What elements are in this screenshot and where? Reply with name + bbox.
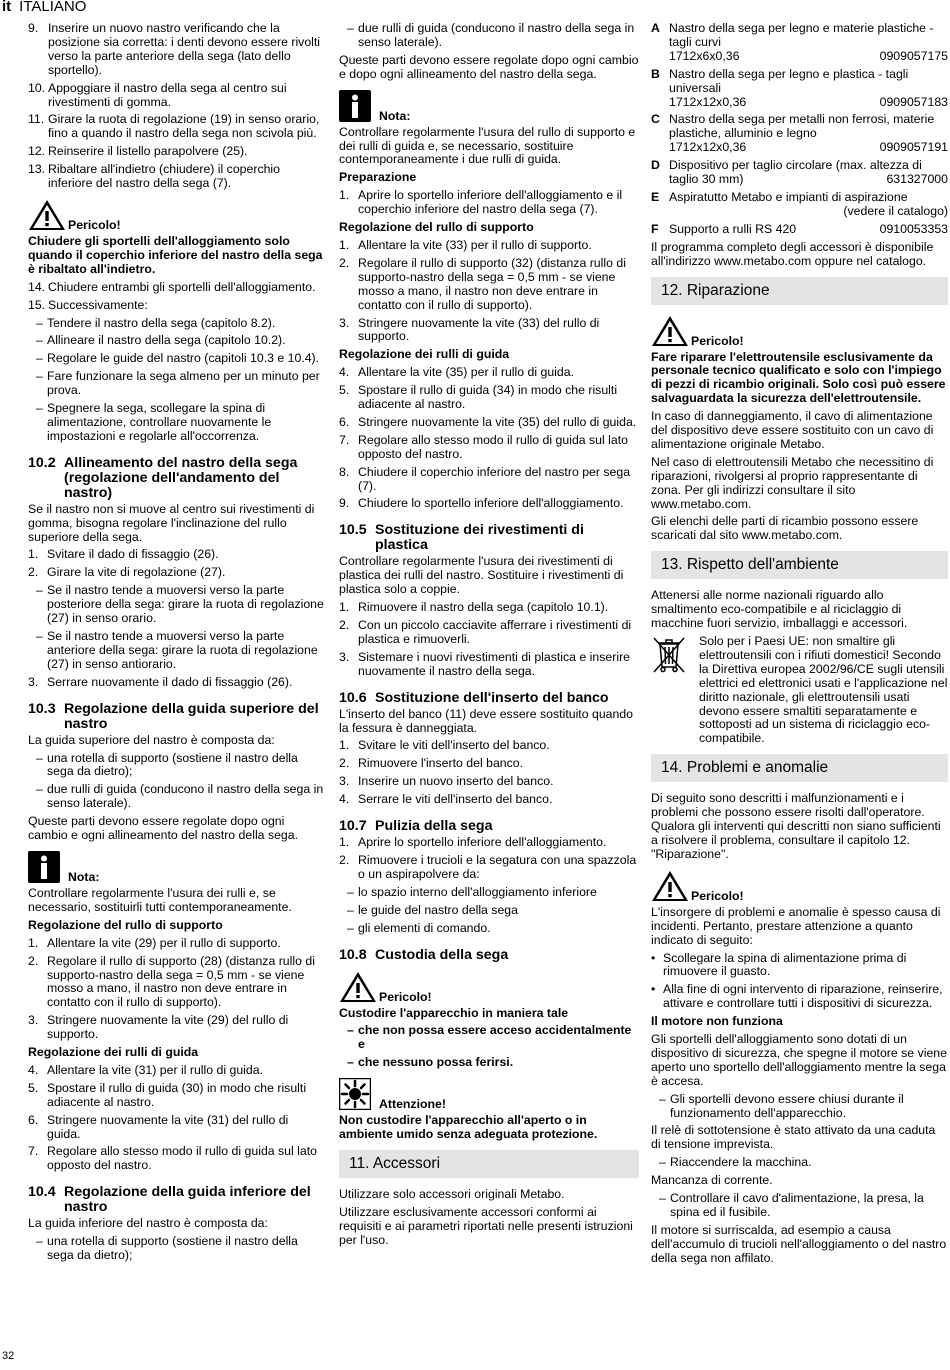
item-number: 6. xyxy=(339,414,350,429)
dash-item: – le guide del nastro della sega xyxy=(339,904,639,918)
accessory-code: 631327000 xyxy=(886,172,948,187)
numbered-list xyxy=(339,601,639,679)
numbered-list xyxy=(28,937,324,1042)
item-number: 5. xyxy=(339,383,350,398)
item-text: Serrare le viti dell'inserto del banco. xyxy=(358,792,553,807)
weee-text: Solo per i Paesi UE: non smaltire gli elettroutensili con i rifiuti domestici! Secondo la Direttiva europea 2002/96/CE sugli utensili elettrici ed elettronici usati e l'applicazione nel diritto nazionale, gli elettroutensili usati devono essere smaltiti separatamente e sottoposti ad un sistema di riciclaggio eco-compatibile. xyxy=(699,634,948,746)
paragraph: Queste parti devono essere regolate dopo ogni cambio e dopo ogni allineamento del nastro della sega. xyxy=(339,52,639,81)
dash-item: – Fare funzionare la sega almeno per un minuto per prova. xyxy=(28,370,324,398)
note-text: Controllare regolarmente l'usura dei rulli e, se necessario, sostituirli tutti contemporaneamente. xyxy=(28,885,292,914)
numbered-item xyxy=(339,189,639,217)
paragraph: Il relè di sottotensione è stato attivato da una caduta di tensione imprevista. xyxy=(651,1123,936,1152)
warning-triangle-icon xyxy=(28,199,66,231)
accessory-description: Nastro della sega per legno e plastica - tagli universali xyxy=(669,66,909,95)
numbered-item xyxy=(339,854,639,882)
item-text: Stringere nuovamente la vite (33) del rullo di supporto. xyxy=(358,315,600,344)
dash-item: – una rotella di supporto (sostiene il nastro della sega da dietro); xyxy=(28,1235,324,1263)
dash-item: – lo spazio interno dell'alloggiamento inferiore xyxy=(339,886,639,900)
accessory-size: 1712x6x0,36 xyxy=(669,48,740,63)
info-icon xyxy=(339,90,371,122)
item-number: 9. xyxy=(28,21,39,35)
dash-item: – gli elementi di comando. xyxy=(339,922,639,936)
dash-list xyxy=(28,1235,324,1263)
paragraph: Attenersi alle norme nazionali riguardo allo smaltimento eco-compatibile e al riciclaggio di macchine fuori servizio, imballaggi e accessori. xyxy=(651,588,908,631)
numbered-item xyxy=(339,651,639,679)
warning-triangle-icon xyxy=(651,870,689,902)
numbered-item xyxy=(339,757,639,771)
item-number: 2. xyxy=(339,756,350,771)
bullet-item: • Scollegare la spina di alimentazione prima di rimuovere il guasto. xyxy=(651,952,948,980)
item-text: Stringere nuovamente la vite (35) del rullo di guida. xyxy=(358,414,637,429)
item-text: Chiudere il coperchio inferiore del nastro per sega (7). xyxy=(358,464,631,493)
numbered-item xyxy=(339,317,639,345)
numbered-item xyxy=(339,384,639,412)
item-number: 3. xyxy=(28,674,39,689)
warning-text: Fare riparare l'elettroutensile esclusivamente da personale tecnico qualificato e solo con l'impiego di pezzi di ricambio originali. Solo così può essere salvaguardata la sicurezza dell'elettroutensile. xyxy=(651,349,946,406)
crossed-bin-icon xyxy=(651,635,687,673)
item-text: Regolare allo stesso modo il rullo di guida sul lato opposto del nastro. xyxy=(47,1144,317,1173)
accessory-code: 0909057191 xyxy=(879,140,948,155)
item-number: 7. xyxy=(28,1144,39,1159)
numbered-list xyxy=(28,281,324,313)
dash-item: – Riaccendere la macchina. xyxy=(651,1156,948,1170)
warning-notice xyxy=(651,870,948,904)
item-text: Serrare nuovamente il dado di fissaggio (26). xyxy=(47,674,293,689)
item-number: 1. xyxy=(339,738,350,753)
warning-triangle-icon xyxy=(651,315,689,347)
accessory-list xyxy=(651,22,948,237)
dash-item: – due rulli di guida (conducono il nastro della sega in senso laterale). xyxy=(339,22,639,50)
dash-item: – che non possa essere acceso accidentalmente e xyxy=(339,1024,639,1052)
paragraph: Se il nastro non si muove al centro sui rivestimenti di gomma, bisogna regolare l'inclinazione del rullo superiore della sega. xyxy=(28,501,315,544)
accessory-item xyxy=(651,191,948,219)
warning-label: Pericolo! xyxy=(691,888,744,903)
item-number: 3. xyxy=(28,1013,39,1028)
accessory-description: Dispositivo per taglio circolare (max. altezza di taglio 30 mm) xyxy=(669,158,922,187)
section-heading: 10.7 Pulizia della sega xyxy=(339,818,493,835)
paragraph: Nel caso di elettroutensili Metabo che necessitino di riparazioni, rivolgersi al proprio rappresentante di zona. Per gli indirizzi consultare il sito www.metabo.com. xyxy=(651,454,934,511)
warning-text: Custodire l'apparecchio in maniera tale xyxy=(339,1005,569,1020)
attention-text: Non custodire l'apparecchio all'aperto o in ambiente umido senza adeguata protezione. xyxy=(339,1113,598,1142)
section-box-ambiente: 13. Rispetto dell'ambiente xyxy=(651,551,948,579)
item-text: Con un piccolo cacciavite afferrare i rivestimenti di plastica e rimuoverli. xyxy=(358,618,632,646)
item-number: 1. xyxy=(28,935,39,950)
accessory-description: Aspiratutto Metabo e impianti di aspirazione xyxy=(669,189,908,204)
item-number: 2. xyxy=(339,618,350,632)
item-text: Aprire lo sportello inferiore dell'alloggiamento e il coperchio inferiore del nastro della sega (7). xyxy=(358,188,623,217)
numbered-item xyxy=(28,1064,324,1078)
item-text: Aprire lo sportello inferiore dell'alloggiamento. xyxy=(358,835,607,850)
item-number: 1. xyxy=(339,600,350,615)
numbered-item xyxy=(339,601,639,615)
accessory-description: Supporto a rulli RS 420 xyxy=(669,221,797,236)
numbered-item xyxy=(28,281,324,295)
item-number: 10. xyxy=(28,80,46,95)
paragraph: Utilizzare esclusivamente accessori conformi ai requisiti e ai parametri riportati nelle presenti istruzioni per l'uso. xyxy=(339,1204,633,1247)
paragraph: Gli elenchi delle parti di ricambio possono essere scaricati dal sito www.metabo.com. xyxy=(651,514,919,543)
accessory-description: Nastro della sega per legno e materie plastiche - tagli curvi xyxy=(669,21,934,49)
accessory-code: 0909057183 xyxy=(879,94,948,109)
numbered-item xyxy=(339,239,639,253)
item-text: Rimuovere i trucioli e la segatura con una spazzola o un aspirapolvere da: xyxy=(358,852,637,881)
item-text: Ribaltare all'indietro (chiudere) il coperchio inferiore del nastro della sega (7). xyxy=(48,162,281,191)
paragraph: Il programma completo degli accessori è disponibile all'indirizzo www.metabo.com oppure nel catalogo. xyxy=(651,239,934,268)
accessory-code: (vedere il catalogo) xyxy=(843,203,948,218)
accessory-letter: B xyxy=(651,66,660,81)
subheading: Regolazione del rullo di supporto xyxy=(339,220,534,235)
item-text: Appoggiare il nastro della sega al centro sui rivestimenti di gomma. xyxy=(48,80,287,109)
item-number: 4. xyxy=(339,792,350,807)
dash-item: – Spegnere la sega, scollegare la spina di alimentazione, controllare nuovamente le impostazioni e regolarle all'occorrenza. xyxy=(28,402,324,444)
warning-notice xyxy=(339,971,639,1005)
item-number: 1. xyxy=(339,835,350,850)
column-middle xyxy=(339,22,639,1252)
numbered-item xyxy=(28,566,324,580)
item-text: Regolare allo stesso modo il rullo di guida sul lato opposto del nastro. xyxy=(358,432,628,461)
numbered-item xyxy=(339,836,639,850)
warning-triangle-icon xyxy=(339,971,377,1003)
numbered-item xyxy=(339,739,639,753)
accessory-letter: D xyxy=(651,158,660,173)
warning-label: Pericolo! xyxy=(379,989,432,1004)
bullet-item: • Alla fine di ogni intervento di riparazione, reinserire, attivare e controllare tutti i dispositivi di sicurezza. xyxy=(651,983,948,1011)
subheading: Regolazione del rullo di supporto xyxy=(28,917,223,932)
dash-item: – Se il nastro tende a muoversi verso la parte posteriore della sega: girare la ruota di regolazione (27) in senso orario. xyxy=(28,584,324,626)
numbered-item xyxy=(28,299,324,313)
note-label: Nota: xyxy=(379,108,411,123)
numbered-list xyxy=(339,189,639,217)
accessory-item xyxy=(651,159,948,187)
section-box-riparazione: 12. Riparazione xyxy=(651,277,948,305)
item-number: 2. xyxy=(339,255,350,270)
numbered-item xyxy=(28,113,324,141)
item-number: 7. xyxy=(339,432,350,447)
dash-item: – due rulli di guida (conducono il nastro della sega in senso laterale). xyxy=(28,783,324,811)
item-number: 2. xyxy=(28,565,39,580)
item-number: 3. xyxy=(339,649,350,664)
dash-list xyxy=(28,584,324,671)
subheading: Il motore non funziona xyxy=(651,1014,783,1029)
subheading: Preparazione xyxy=(339,170,417,185)
item-text: Inserire un nuovo nastro verificando che la posizione sia corretta: i denti devono essere rivolti verso la parte anteriore della sega (lato dello sportello). xyxy=(48,21,321,77)
dash-item: – Tendere il nastro della sega (capitolo 8.2). xyxy=(28,317,324,331)
item-text: Chiudere lo sportello inferiore dell'alloggiamento. xyxy=(358,496,624,511)
dash-list xyxy=(339,886,639,936)
section-heading: 10.2 Allineamento del nastro della sega (regolazione dell'andamento del nastro) xyxy=(28,454,298,501)
info-icon xyxy=(28,851,60,883)
dash-list xyxy=(339,1024,639,1070)
item-text: Svitare le viti dell'inserto del banco. xyxy=(358,738,550,753)
numbered-item xyxy=(28,22,324,78)
dash-item: – Allineare il nastro della sega (capitolo 10.2). xyxy=(28,334,324,348)
item-number: 5. xyxy=(28,1080,39,1095)
dash-list xyxy=(28,317,324,444)
paragraph: Gli sportelli dell'alloggiamento sono dotati di un dispositivo di sicurezza, che spegne il motore se viene aperto uno sportello dell'alloggiamento mentre la sega è accesa. xyxy=(651,1032,947,1088)
item-text: Allentare la vite (35) per il rullo di guida. xyxy=(358,365,574,380)
section-heading: 10.8 Custodia della sega xyxy=(339,946,509,963)
item-text: Girare la ruota di regolazione (19) in senso orario, fino a quando il nastro della sega non scivola più. xyxy=(48,112,320,141)
accessory-description: Nastro della sega per metalli non ferrosi, materie plastiche, alluminio e legno xyxy=(669,112,935,141)
warning-label: Pericolo! xyxy=(68,218,121,233)
accessory-item xyxy=(651,22,948,64)
note-text: Controllare regolarmente l'usura del rullo di supporto e dei rulli di guida e, se necessario, sostituire contemporaneamente i due rulli di guida. xyxy=(339,124,636,167)
note-label: Nota: xyxy=(68,870,100,885)
dash-item: – una rotella di supporto (sostiene il nastro della sega da dietro); xyxy=(28,752,324,780)
item-number: 4. xyxy=(339,365,350,380)
item-number: 6. xyxy=(28,1112,39,1127)
numbered-list xyxy=(339,366,639,511)
section-heading: 10.5 Sostituzione dei rivestimenti di plastica xyxy=(339,522,584,554)
item-number: 14. xyxy=(28,279,46,294)
warning-label: Pericolo! xyxy=(691,333,744,348)
note-notice xyxy=(339,90,639,124)
numbered-item xyxy=(339,257,639,313)
paragraph: Mancanza di corrente. xyxy=(651,1173,773,1188)
item-text: Sistemare i nuovi rivestimenti di plastica e inserire nuovamente il nastro della sega. xyxy=(358,649,631,678)
accessory-item xyxy=(651,68,948,110)
numbered-item xyxy=(339,775,639,789)
numbered-item xyxy=(28,548,324,562)
column-left xyxy=(28,22,324,1267)
item-text: Allentare la vite (29) per il rullo di supporto. xyxy=(47,935,281,950)
item-text: Stringere nuovamente la vite (31) del rullo di guida. xyxy=(47,1112,289,1141)
language-code: it xyxy=(2,0,12,15)
accessory-letter: C xyxy=(651,112,660,127)
numbered-list xyxy=(28,548,324,580)
item-text: Regolare il rullo di supporto (28) (distanza rullo di supporto-nastro della sega = 0,5 mm - se viene mosso a mano, il nastro non deve entrare in contatto con il rullo di supporto). xyxy=(47,953,315,1010)
item-text: Regolare il rullo di supporto (32) (distanza rullo di supporto-nastro della sega = 0,5 mm - se viene mosso a mano, il nastro non deve entrare in contatto con il rullo di supporto). xyxy=(358,255,626,312)
item-number: 13. xyxy=(28,162,46,177)
numbered-item xyxy=(339,416,639,430)
item-number: 12. xyxy=(28,144,46,159)
numbered-item xyxy=(28,82,324,110)
numbered-item xyxy=(28,145,324,159)
language-name: ITALIANO xyxy=(19,0,87,15)
paragraph: Utilizzare solo accessori originali Metabo. xyxy=(339,1186,565,1201)
dash-item: – Controllare il cavo d'alimentazione, la presa, la spina ed il fusibile. xyxy=(651,1192,948,1220)
section-box-problemi: 14. Problemi e anomalie xyxy=(651,754,948,782)
weee-block xyxy=(651,635,948,746)
item-number: 3. xyxy=(339,315,350,330)
item-text: Stringere nuovamente la vite (29) del rullo di supporto. xyxy=(47,1013,289,1042)
item-number: 2. xyxy=(339,852,350,867)
numbered-list xyxy=(339,239,639,344)
numbered-item xyxy=(339,497,639,511)
paragraph: La guida inferiore del nastro è composta da: xyxy=(28,1216,268,1231)
numbered-item xyxy=(28,1145,324,1173)
numbered-item xyxy=(339,466,639,494)
item-text: Chiudere entrambi gli sportelli dell'alloggiamento. xyxy=(48,279,316,294)
item-text: Inserire un nuovo inserto del banco. xyxy=(358,774,554,789)
item-number: 4. xyxy=(28,1062,39,1077)
subheading: Regolazione dei rulli di guida xyxy=(339,347,510,362)
numbered-item xyxy=(28,1114,324,1142)
attention-icon xyxy=(339,1078,371,1110)
numbered-list xyxy=(28,1064,324,1173)
numbered-list xyxy=(28,22,324,191)
paragraph: L'insorgere di problemi e anomalie è spesso causa di incidenti. Pertanto, prestare attenzione a quanto indicato di seguito: xyxy=(651,904,941,947)
item-number: 8. xyxy=(339,464,350,479)
paragraph: Controllare regolarmente l'usura dei rivestimenti di plastica dei rulli del nastro. Sostituire i rivestimenti di plastica solo a coppie. xyxy=(339,554,624,597)
numbered-item xyxy=(339,434,639,462)
numbered-list xyxy=(339,836,639,882)
note-notice xyxy=(28,851,324,885)
item-number: 2. xyxy=(28,953,39,968)
attention-label: Attenzione! xyxy=(379,1097,446,1112)
numbered-list xyxy=(339,739,639,807)
warning-notice xyxy=(651,315,948,349)
dash-list xyxy=(339,22,639,50)
item-number: 15. xyxy=(28,297,46,312)
item-text: Reinserire il listello parapolvere (25). xyxy=(48,144,248,159)
dash-item: – che nessuno possa ferirsi. xyxy=(339,1056,639,1070)
numbered-item xyxy=(28,937,324,951)
item-text: Allentare la vite (33) per il rullo di supporto. xyxy=(358,237,592,252)
item-text: Successivamente: xyxy=(48,297,148,312)
paragraph: La guida superiore del nastro è composta da: xyxy=(28,732,275,747)
bullet-list xyxy=(651,952,948,1012)
numbered-item xyxy=(339,793,639,807)
dash-item: – Gli sportelli devono essere chiusi durante il funzionamento dell'apparecchio. xyxy=(651,1093,948,1121)
warning-notice xyxy=(28,199,324,233)
paragraph: L'inserto del banco (11) deve essere sostituito quando la fessura è danneggiata. xyxy=(339,706,634,735)
item-text: Rimuovere l'inserto del banco. xyxy=(358,756,524,771)
section-heading: 10.6 Sostituzione dell'inserto del banco xyxy=(339,689,609,706)
accessory-item xyxy=(651,113,948,155)
numbered-item xyxy=(339,619,639,647)
item-text: Allentare la vite (31) per il rullo di guida. xyxy=(47,1062,263,1077)
page-header xyxy=(2,0,86,14)
dash-list xyxy=(28,752,324,812)
item-number: 9. xyxy=(339,496,350,511)
section-heading: 10.3 Regolazione della guida superiore del nastro xyxy=(28,700,319,732)
numbered-item xyxy=(339,366,639,380)
item-number: 1. xyxy=(339,188,350,203)
numbered-item xyxy=(28,955,324,1011)
item-number: 1. xyxy=(28,547,39,562)
item-number: 1. xyxy=(339,237,350,252)
dash-item: – Regolare le guide del nastro (capitoli 10.3 e 10.4). xyxy=(28,352,324,366)
numbered-list xyxy=(28,676,324,690)
accessory-size: 1712x12x0,36 xyxy=(669,94,747,109)
numbered-item xyxy=(28,676,324,690)
section-heading: 10.4 Regolazione della guida inferiore del nastro xyxy=(28,1184,311,1216)
item-text: Spostare il rullo di guida (30) in modo che risulti adiacente al nastro. xyxy=(47,1080,307,1109)
accessory-code: 0909057175 xyxy=(879,48,948,63)
item-text: Spostare il rullo di guida (34) in modo che risulti adiacente al nastro. xyxy=(358,383,618,412)
column-right xyxy=(651,22,948,1270)
paragraph: In caso di danneggiamento, il cavo di alimentazione del dispositivo deve essere sostituito con un cavo di alimentazione originale Metabo. xyxy=(651,409,934,451)
accessory-letter: F xyxy=(651,221,659,236)
item-number: 3. xyxy=(339,774,350,789)
accessory-letter: E xyxy=(651,189,660,204)
accessory-item xyxy=(651,223,948,237)
paragraph: Di seguito sono descritti i malfunzionamenti e i problemi che possono essere risolti dall'operatore. Qualora gli interventi qui descritti non siano sufficienti a risolvere il problema, consultare il capitolo 12. "Riparazione". xyxy=(651,791,941,861)
paragraph: Queste parti devono essere regolate dopo ogni cambio e ogni allineamento del nastro della sega. xyxy=(28,814,299,843)
accessory-size: 1712x12x0,36 xyxy=(669,140,747,155)
paragraph: Il motore si surriscalda, ad esempio a causa dell'accumulo di trucioli nell'alloggiamento o del nastro della sega non affilato. xyxy=(651,1222,947,1265)
accessory-code: 0910053353 xyxy=(879,221,948,236)
subheading: Regolazione dei rulli di guida xyxy=(28,1045,199,1060)
accessory-letter: A xyxy=(651,21,660,35)
dash-item: – Se il nastro tende a muoversi verso la parte anteriore della sega: girare la ruota di regolazione (27) in senso antiorario. xyxy=(28,630,324,672)
numbered-item xyxy=(28,1082,324,1110)
page-number: 32 xyxy=(2,1350,15,1362)
item-text: Girare la vite di regolazione (27). xyxy=(47,565,226,580)
warning-text: Chiudere gli sportelli dell'alloggiamento solo quando il coperchio inferiore del nastro della sega è ribaltato all'indietro. xyxy=(28,233,323,276)
numbered-item xyxy=(28,1014,324,1042)
section-box-accessori: 11. Accessori xyxy=(339,1150,639,1178)
item-text: Svitare il dado di fissaggio (26). xyxy=(47,547,219,562)
numbered-item xyxy=(28,163,324,191)
item-number: 11. xyxy=(28,112,45,127)
attention-notice xyxy=(339,1078,639,1112)
item-text: Rimuovere il nastro della sega (capitolo 10.1). xyxy=(358,600,609,615)
